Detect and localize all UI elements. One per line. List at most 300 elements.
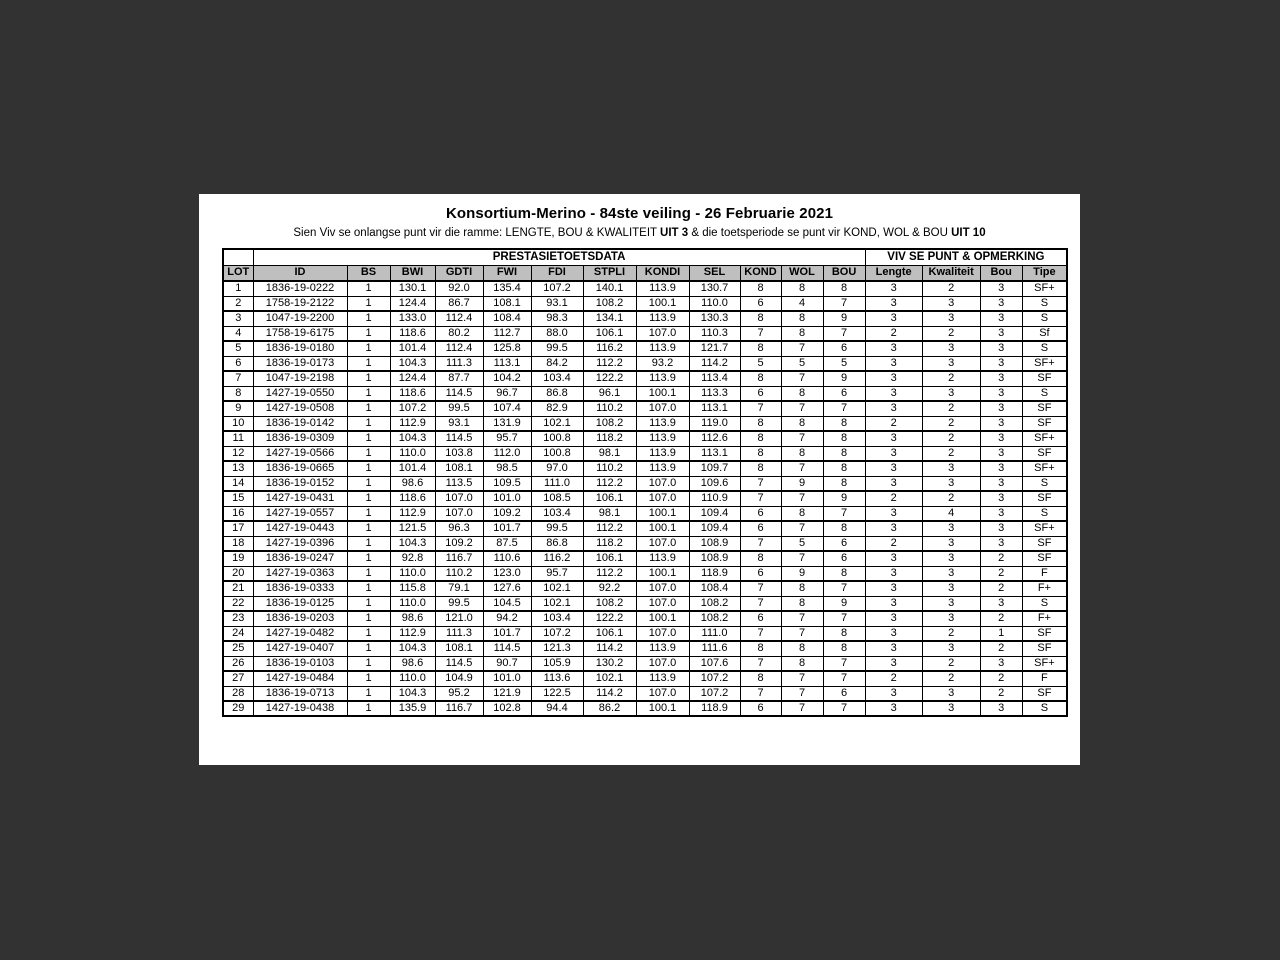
- cell-tipe: S: [1022, 296, 1067, 311]
- cell-fwi: 87.5: [483, 536, 531, 551]
- cell-bou: 3: [980, 701, 1022, 716]
- cell-id: 1427-19-0438: [253, 701, 347, 716]
- cell-stpli: 140.1: [583, 281, 636, 296]
- cell-stpli: 130.2: [583, 656, 636, 671]
- cell-lengte: 3: [865, 401, 922, 416]
- cell-gdti: 107.0: [435, 506, 483, 521]
- cell-kondi: 107.0: [636, 401, 689, 416]
- cell-lot: 12: [223, 446, 253, 461]
- table-row: [223, 641, 1067, 656]
- cell-wol: 5: [781, 356, 823, 371]
- cell-bou: 3: [980, 401, 1022, 416]
- cell-kwaliteit: 2: [922, 626, 980, 641]
- cell-bs: 1: [347, 326, 390, 341]
- cell-fwi: 95.7: [483, 431, 531, 446]
- page-subtitle: [199, 227, 1080, 239]
- cell-id: 1836-19-0125: [253, 596, 347, 611]
- cell-lot: 26: [223, 656, 253, 671]
- cell-kond: 7: [740, 536, 781, 551]
- cell-fdi: 99.5: [531, 341, 583, 356]
- table-row: [223, 536, 1067, 551]
- cell-id: 1836-19-0222: [253, 281, 347, 296]
- cell-bou: 3: [980, 431, 1022, 446]
- cell-fdi: 94.4: [531, 701, 583, 716]
- cell-lengte: 3: [865, 311, 922, 326]
- cell-stpli: 112.2: [583, 566, 636, 581]
- cell-kwaliteit: 2: [922, 371, 980, 386]
- cell-gdti: 103.8: [435, 446, 483, 461]
- cell-bou: 2: [980, 611, 1022, 626]
- cell-fwi: 101.0: [483, 491, 531, 506]
- cell-kond: 8: [740, 416, 781, 431]
- cell-id: 1836-19-0180: [253, 341, 347, 356]
- cell-stpli: 106.1: [583, 626, 636, 641]
- cell-lengte: 3: [865, 641, 922, 656]
- cell-kondi: 107.0: [636, 476, 689, 491]
- cell-kond: 7: [740, 476, 781, 491]
- cell-kondi: 113.9: [636, 281, 689, 296]
- cell-id: 1758-19-2122: [253, 296, 347, 311]
- cell-kond: 8: [740, 671, 781, 686]
- column-header-lot: LOT: [223, 265, 253, 281]
- cell-tipe: S: [1022, 506, 1067, 521]
- cell-kond: 7: [740, 581, 781, 596]
- cell-stpli: 106.1: [583, 491, 636, 506]
- cell-id: 1758-19-6175: [253, 326, 347, 341]
- cell-kondi: 107.0: [636, 626, 689, 641]
- table-row: [223, 626, 1067, 641]
- cell-kond: 7: [740, 326, 781, 341]
- cell-bs: 1: [347, 656, 390, 671]
- cell-bou: 6: [823, 341, 865, 356]
- table-row: [223, 701, 1067, 716]
- cell-kwaliteit: 2: [922, 656, 980, 671]
- cell-kond: 6: [740, 296, 781, 311]
- cell-sel: 113.1: [689, 401, 740, 416]
- cell-wol: 8: [781, 446, 823, 461]
- cell-stpli: 108.2: [583, 296, 636, 311]
- cell-lot: 17: [223, 521, 253, 536]
- cell-stpli: 134.1: [583, 311, 636, 326]
- cell-bwi: 107.2: [390, 401, 435, 416]
- cell-kond: 6: [740, 521, 781, 536]
- cell-kwaliteit: 2: [922, 491, 980, 506]
- cell-kondi: 93.2: [636, 356, 689, 371]
- cell-id: 1427-19-0566: [253, 446, 347, 461]
- cell-kondi: 107.0: [636, 686, 689, 701]
- cell-bs: 1: [347, 281, 390, 296]
- cell-fwi: 123.0: [483, 566, 531, 581]
- cell-wol: 7: [781, 341, 823, 356]
- cell-bou: 1: [980, 626, 1022, 641]
- cell-fwi: 110.6: [483, 551, 531, 566]
- cell-wol: 8: [781, 326, 823, 341]
- cell-kond: 7: [740, 596, 781, 611]
- cell-sel: 108.2: [689, 596, 740, 611]
- cell-bou: 3: [980, 356, 1022, 371]
- cell-sel: 108.2: [689, 611, 740, 626]
- cell-fdi: 100.8: [531, 431, 583, 446]
- cell-gdti: 92.0: [435, 281, 483, 296]
- column-header-lengte: Lengte: [865, 265, 922, 281]
- cell-bwi: 110.0: [390, 566, 435, 581]
- cell-gdti: 107.0: [435, 491, 483, 506]
- cell-lengte: 3: [865, 506, 922, 521]
- cell-fdi: 99.5: [531, 521, 583, 536]
- cell-lengte: 3: [865, 446, 922, 461]
- cell-stpli: 122.2: [583, 371, 636, 386]
- cell-wol: 8: [781, 596, 823, 611]
- cell-bou: 7: [823, 296, 865, 311]
- cell-lot: 4: [223, 326, 253, 341]
- cell-fdi: 108.5: [531, 491, 583, 506]
- cell-gdti: 108.1: [435, 461, 483, 476]
- cell-tipe: SF+: [1022, 431, 1067, 446]
- cell-id: 1427-19-0557: [253, 506, 347, 521]
- cell-wol: 7: [781, 521, 823, 536]
- cell-lengte: 2: [865, 671, 922, 686]
- cell-fwi: 121.9: [483, 686, 531, 701]
- cell-gdti: 114.5: [435, 431, 483, 446]
- cell-kwaliteit: 3: [922, 356, 980, 371]
- cell-gdti: 79.1: [435, 581, 483, 596]
- cell-tipe: F: [1022, 566, 1067, 581]
- cell-bou: 2: [980, 671, 1022, 686]
- cell-stpli: 114.2: [583, 641, 636, 656]
- cell-bou: 7: [823, 506, 865, 521]
- cell-bou: 8: [823, 626, 865, 641]
- cell-wol: 4: [781, 296, 823, 311]
- cell-wol: 8: [781, 506, 823, 521]
- cell-lengte: 3: [865, 656, 922, 671]
- cell-bou: 3: [980, 461, 1022, 476]
- cell-sel: 110.3: [689, 326, 740, 341]
- auction-data-table: [222, 248, 1068, 717]
- cell-bou: 9: [823, 371, 865, 386]
- page-title: Konsortium-Merino - 84ste veiling - 26 Februarie 2021: [445, 205, 834, 222]
- cell-lot: 3: [223, 311, 253, 326]
- cell-gdti: 111.3: [435, 626, 483, 641]
- cell-gdti: 116.7: [435, 551, 483, 566]
- cell-fdi: 97.0: [531, 461, 583, 476]
- cell-lengte: 3: [865, 611, 922, 626]
- cell-bwi: 98.6: [390, 656, 435, 671]
- cell-kwaliteit: 3: [922, 341, 980, 356]
- cell-bou: 3: [980, 506, 1022, 521]
- cell-bs: 1: [347, 401, 390, 416]
- cell-fwi: 94.2: [483, 611, 531, 626]
- cell-kondi: 100.1: [636, 506, 689, 521]
- cell-lengte: 3: [865, 431, 922, 446]
- cell-fdi: 102.1: [531, 416, 583, 431]
- cell-kondi: 113.9: [636, 671, 689, 686]
- cell-stpli: 98.1: [583, 446, 636, 461]
- cell-lengte: 3: [865, 476, 922, 491]
- cell-kwaliteit: 3: [922, 611, 980, 626]
- cell-sel: 111.6: [689, 641, 740, 656]
- cell-wol: 7: [781, 626, 823, 641]
- cell-lengte: 3: [865, 461, 922, 476]
- cell-bou: 8: [823, 281, 865, 296]
- cell-bou: 7: [823, 611, 865, 626]
- cell-bwi: 104.3: [390, 356, 435, 371]
- cell-stpli: 86.2: [583, 701, 636, 716]
- cell-bou: 3: [980, 491, 1022, 506]
- cell-bou: 3: [980, 536, 1022, 551]
- cell-fwi: 112.0: [483, 446, 531, 461]
- cell-bou: 6: [823, 551, 865, 566]
- cell-bwi: 104.3: [390, 641, 435, 656]
- cell-stpli: 112.2: [583, 521, 636, 536]
- cell-gdti: 99.5: [435, 596, 483, 611]
- cell-tipe: SF: [1022, 551, 1067, 566]
- cell-bwi: 112.9: [390, 416, 435, 431]
- cell-stpli: 102.1: [583, 671, 636, 686]
- table-row: [223, 566, 1067, 581]
- cell-kwaliteit: 3: [922, 476, 980, 491]
- cell-bs: 1: [347, 461, 390, 476]
- cell-fdi: 100.8: [531, 446, 583, 461]
- cell-kond: 8: [740, 461, 781, 476]
- cell-kond: 8: [740, 446, 781, 461]
- table-row: [223, 476, 1067, 491]
- cell-tipe: SF+: [1022, 461, 1067, 476]
- cell-lengte: 2: [865, 536, 922, 551]
- cell-fdi: 103.4: [531, 611, 583, 626]
- cell-lengte: 3: [865, 626, 922, 641]
- cell-wol: 8: [781, 641, 823, 656]
- cell-id: 1427-19-0484: [253, 671, 347, 686]
- cell-bou: 8: [823, 446, 865, 461]
- cell-stpli: 116.2: [583, 341, 636, 356]
- cell-fwi: 104.5: [483, 596, 531, 611]
- cell-lengte: 3: [865, 341, 922, 356]
- cell-bou: 3: [980, 296, 1022, 311]
- table-row: [223, 311, 1067, 326]
- cell-kondi: 113.9: [636, 371, 689, 386]
- cell-bou: 8: [823, 641, 865, 656]
- cell-wol: 8: [781, 416, 823, 431]
- table-row: [223, 386, 1067, 401]
- cell-kwaliteit: 2: [922, 431, 980, 446]
- cell-stpli: 96.1: [583, 386, 636, 401]
- cell-id: 1836-19-0152: [253, 476, 347, 491]
- cell-bs: 1: [347, 311, 390, 326]
- cell-id: 1836-19-0713: [253, 686, 347, 701]
- cell-sel: 109.7: [689, 461, 740, 476]
- cell-wol: 7: [781, 686, 823, 701]
- cell-kwaliteit: 3: [922, 461, 980, 476]
- cell-gdti: 110.2: [435, 566, 483, 581]
- cell-lengte: 2: [865, 416, 922, 431]
- cell-gdti: 116.7: [435, 701, 483, 716]
- table-row: [223, 416, 1067, 431]
- cell-fwi: 112.7: [483, 326, 531, 341]
- cell-kwaliteit: 2: [922, 326, 980, 341]
- cell-id: 1836-19-0203: [253, 611, 347, 626]
- cell-tipe: S: [1022, 701, 1067, 716]
- cell-fdi: 102.1: [531, 596, 583, 611]
- cell-sel: 121.7: [689, 341, 740, 356]
- cell-wol: 7: [781, 461, 823, 476]
- cell-id: 1427-19-0363: [253, 566, 347, 581]
- cell-lot: 22: [223, 596, 253, 611]
- column-header-sel: SEL: [689, 265, 740, 281]
- cell-kond: 7: [740, 626, 781, 641]
- column-header-kwaliteit: Kwaliteit: [922, 265, 980, 281]
- cell-bou: 3: [980, 476, 1022, 491]
- cell-lot: 2: [223, 296, 253, 311]
- cell-sel: 108.9: [689, 551, 740, 566]
- cell-lengte: 3: [865, 551, 922, 566]
- cell-bs: 1: [347, 446, 390, 461]
- table-body: [223, 281, 1067, 716]
- cell-sel: 111.0: [689, 626, 740, 641]
- column-header-gdti: GDTI: [435, 265, 483, 281]
- cell-lot: 15: [223, 491, 253, 506]
- cell-kwaliteit: 3: [922, 701, 980, 716]
- cell-wol: 7: [781, 671, 823, 686]
- cell-wol: 7: [781, 701, 823, 716]
- subtitle-bold-uit10: UIT 10: [951, 227, 986, 239]
- cell-lot: 7: [223, 371, 253, 386]
- cell-tipe: SF: [1022, 626, 1067, 641]
- cell-kwaliteit: 2: [922, 416, 980, 431]
- table-row: [223, 341, 1067, 356]
- cell-lengte: 3: [865, 701, 922, 716]
- cell-bs: 1: [347, 476, 390, 491]
- cell-gdti: 112.4: [435, 311, 483, 326]
- cell-id: 1427-19-0550: [253, 386, 347, 401]
- cell-kondi: 113.9: [636, 341, 689, 356]
- cell-id: 1427-19-0396: [253, 536, 347, 551]
- cell-bou: 3: [980, 341, 1022, 356]
- cell-kondi: 113.9: [636, 416, 689, 431]
- cell-lot: 27: [223, 671, 253, 686]
- cell-tipe: Sf: [1022, 326, 1067, 341]
- cell-sel: 130.3: [689, 311, 740, 326]
- cell-lot: 14: [223, 476, 253, 491]
- cell-bwi: 112.9: [390, 506, 435, 521]
- column-header-bs: BS: [347, 265, 390, 281]
- cell-sel: 108.9: [689, 536, 740, 551]
- cell-tipe: F+: [1022, 611, 1067, 626]
- cell-lot: 28: [223, 686, 253, 701]
- cell-tipe: SF: [1022, 371, 1067, 386]
- cell-lot: 21: [223, 581, 253, 596]
- cell-kwaliteit: 3: [922, 386, 980, 401]
- cell-bou: 2: [980, 566, 1022, 581]
- cell-bs: 1: [347, 341, 390, 356]
- cell-kwaliteit: 3: [922, 551, 980, 566]
- subtitle-bold-uit3: UIT 3: [660, 227, 689, 239]
- cell-tipe: S: [1022, 596, 1067, 611]
- cell-kond: 6: [740, 386, 781, 401]
- cell-kwaliteit: 3: [922, 296, 980, 311]
- cell-fdi: 103.4: [531, 506, 583, 521]
- cell-gdti: 113.5: [435, 476, 483, 491]
- cell-fwi: 101.7: [483, 521, 531, 536]
- cell-fwi: 127.6: [483, 581, 531, 596]
- cell-bou: 7: [823, 401, 865, 416]
- cell-fdi: 98.3: [531, 311, 583, 326]
- cell-bs: 1: [347, 416, 390, 431]
- table-row: [223, 371, 1067, 386]
- cell-bwi: 110.0: [390, 671, 435, 686]
- cell-lengte: 3: [865, 356, 922, 371]
- cell-gdti: 80.2: [435, 326, 483, 341]
- cell-tipe: S: [1022, 386, 1067, 401]
- table-row: [223, 656, 1067, 671]
- table-row: [223, 581, 1067, 596]
- cell-gdti: 87.7: [435, 371, 483, 386]
- column-header-kond: KOND: [740, 265, 781, 281]
- cell-lengte: 3: [865, 296, 922, 311]
- cell-bs: 1: [347, 566, 390, 581]
- table-row: [223, 446, 1067, 461]
- cell-bou: 7: [823, 656, 865, 671]
- cell-kwaliteit: 3: [922, 521, 980, 536]
- cell-bou: 7: [823, 326, 865, 341]
- cell-kwaliteit: 2: [922, 401, 980, 416]
- cell-kwaliteit: 3: [922, 536, 980, 551]
- cell-bs: 1: [347, 626, 390, 641]
- cell-gdti: 93.1: [435, 416, 483, 431]
- cell-bs: 1: [347, 686, 390, 701]
- cell-kwaliteit: 3: [922, 596, 980, 611]
- cell-kondi: 113.9: [636, 311, 689, 326]
- cell-bs: 1: [347, 701, 390, 716]
- cell-sel: 113.3: [689, 386, 740, 401]
- cell-lengte: 3: [865, 281, 922, 296]
- cell-sel: 110.0: [689, 296, 740, 311]
- cell-bou: 8: [823, 566, 865, 581]
- cell-wol: 8: [781, 311, 823, 326]
- cell-id: 1836-19-0309: [253, 431, 347, 446]
- cell-lengte: 3: [865, 371, 922, 386]
- cell-kwaliteit: 4: [922, 506, 980, 521]
- cell-fwi: 104.2: [483, 371, 531, 386]
- cell-lot: 8: [223, 386, 253, 401]
- cell-stpli: 114.2: [583, 686, 636, 701]
- cell-bou: 9: [823, 311, 865, 326]
- cell-bwi: 112.9: [390, 626, 435, 641]
- cell-bou: 7: [823, 581, 865, 596]
- cell-kwaliteit: 2: [922, 671, 980, 686]
- cell-bou: 2: [980, 581, 1022, 596]
- column-header-bou-viv: Bou: [980, 265, 1022, 281]
- cell-lengte: 3: [865, 566, 922, 581]
- cell-wol: 8: [781, 581, 823, 596]
- cell-bou: 8: [823, 521, 865, 536]
- cell-lengte: 3: [865, 386, 922, 401]
- cell-stpli: 106.1: [583, 551, 636, 566]
- table-row: [223, 461, 1067, 476]
- cell-gdti: 96.3: [435, 521, 483, 536]
- table-row: [223, 521, 1067, 536]
- cell-id: 1047-19-2200: [253, 311, 347, 326]
- cell-bou: 8: [823, 416, 865, 431]
- cell-fdi: 103.4: [531, 371, 583, 386]
- cell-bwi: 110.0: [390, 596, 435, 611]
- cell-tipe: S: [1022, 476, 1067, 491]
- cell-kondi: 100.1: [636, 386, 689, 401]
- cell-gdti: 111.3: [435, 356, 483, 371]
- cell-tipe: SF: [1022, 536, 1067, 551]
- cell-id: 1427-19-0482: [253, 626, 347, 641]
- cell-stpli: 98.1: [583, 506, 636, 521]
- table-row: [223, 551, 1067, 566]
